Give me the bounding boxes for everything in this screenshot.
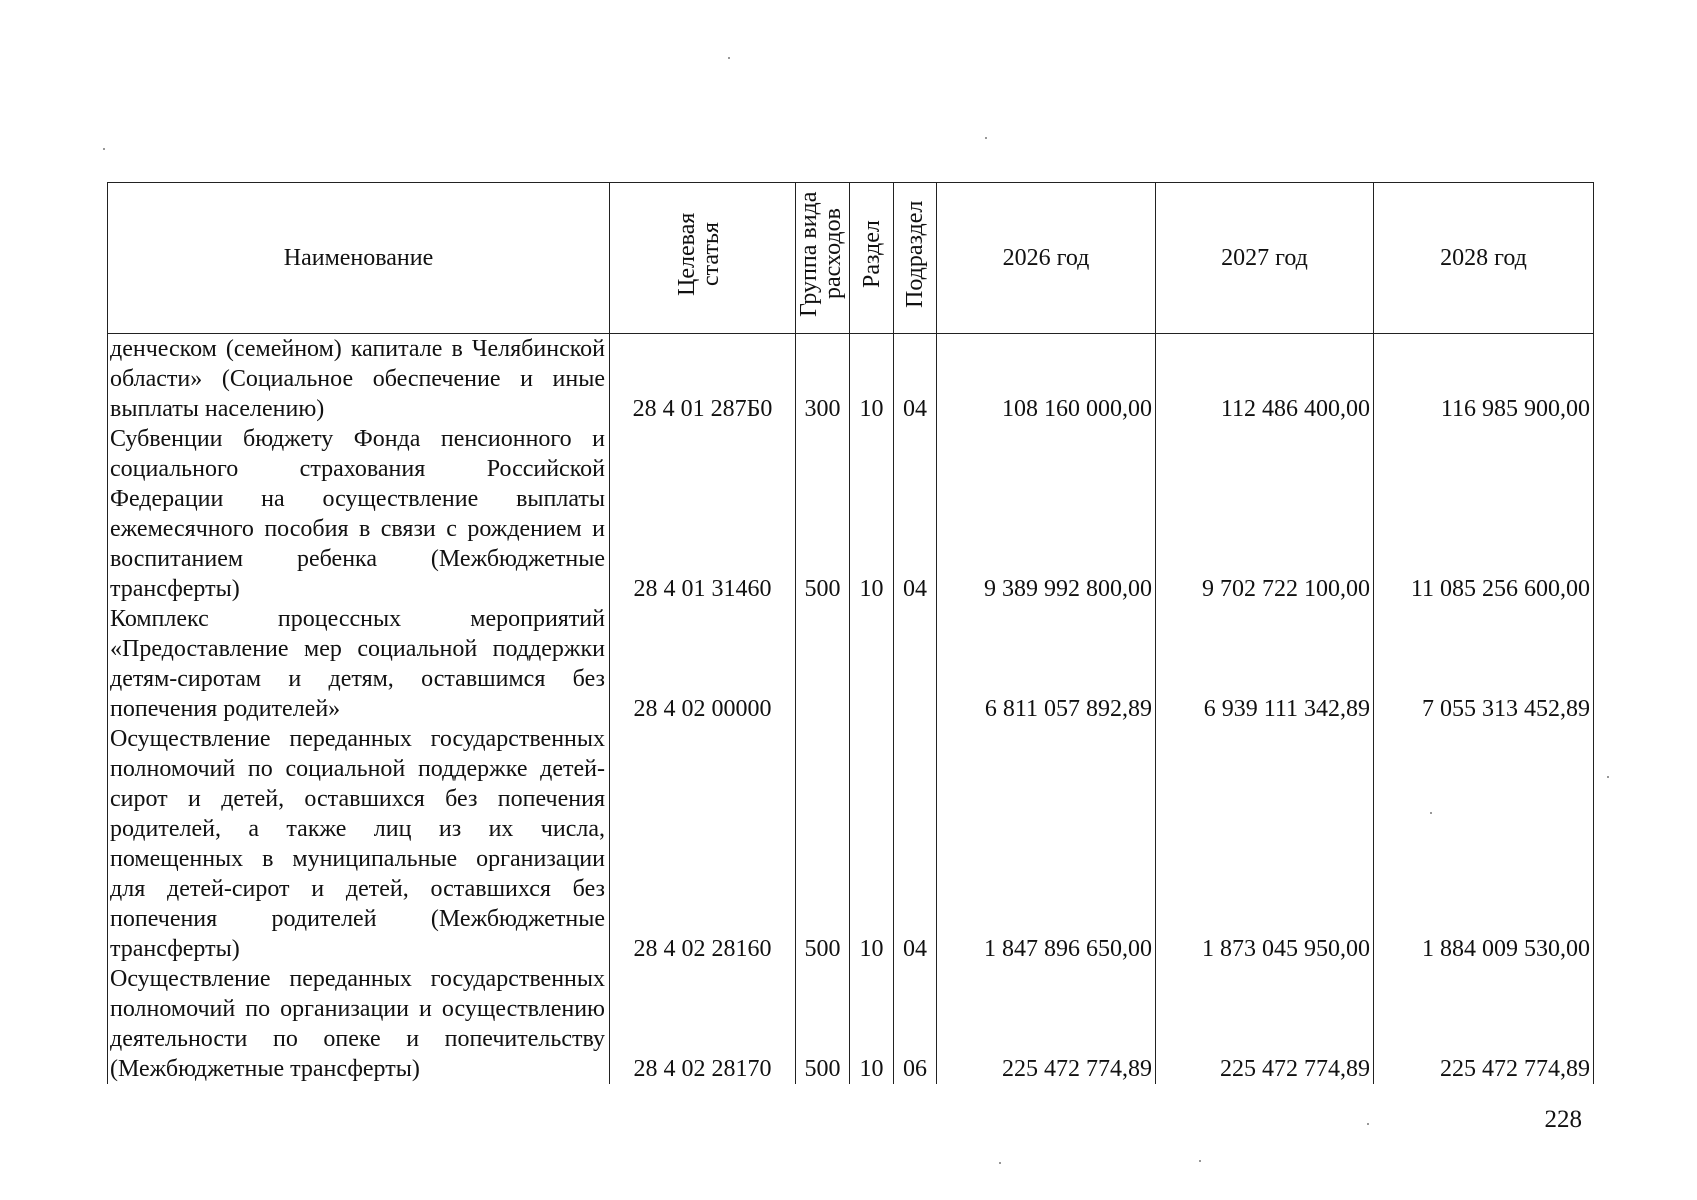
row-subsection: 04 xyxy=(894,724,937,964)
scan-speck xyxy=(1199,1160,1201,1162)
row-code: 28 4 02 00000 xyxy=(610,604,796,724)
row-subsection xyxy=(894,604,937,724)
scan-speck xyxy=(999,1162,1001,1164)
header-2026: 2026 год xyxy=(937,183,1156,334)
header-target-article: Целевая статья xyxy=(610,183,796,334)
row-name: денческом (семейном) капитале в Челябинской области» (Социальное обеспечение и иные выплаты населению) xyxy=(108,334,610,425)
row-group xyxy=(796,604,850,724)
row-2028: 1 884 009 530,00 xyxy=(1374,724,1594,964)
table-row xyxy=(108,334,1594,425)
scan-speck xyxy=(1367,1123,1369,1125)
row-group: 300 xyxy=(796,334,850,425)
row-name: Субвенции бюджету Фонда пенсионного и социального страхования Российской Федерации на осуществление выплаты ежемесячного пособия в связи с рождением и воспитанием ребенка (Межбюджетные трансферты) xyxy=(108,424,610,604)
table-row xyxy=(108,424,1594,604)
header-section: Раздел xyxy=(850,183,894,334)
table-row xyxy=(108,724,1594,964)
row-section: 10 xyxy=(850,724,894,964)
header-expense-group: Группа вида расходов xyxy=(796,183,850,334)
row-subsection: 06 xyxy=(894,964,937,1084)
scan-speck xyxy=(728,57,730,59)
row-code: 28 4 02 28170 xyxy=(610,964,796,1084)
row-section: 10 xyxy=(850,424,894,604)
row-2027: 9 702 722 100,00 xyxy=(1156,424,1374,604)
row-2027: 6 939 111 342,89 xyxy=(1156,604,1374,724)
scan-speck xyxy=(1430,812,1432,814)
row-2026: 9 389 992 800,00 xyxy=(937,424,1156,604)
budget-table xyxy=(107,182,1594,1084)
row-2028: 225 472 774,89 xyxy=(1374,964,1594,1084)
table-row xyxy=(108,964,1594,1084)
row-subsection: 04 xyxy=(894,424,937,604)
row-2027: 225 472 774,89 xyxy=(1156,964,1374,1084)
row-2027: 112 486 400,00 xyxy=(1156,334,1374,425)
row-name: Осуществление переданных государственных полномочий по организации и осуществлению деятельности по опеке и попечительству (Межбюджетные трансферты) xyxy=(108,964,610,1084)
row-2028: 11 085 256 600,00 xyxy=(1374,424,1594,604)
row-2028: 7 055 313 452,89 xyxy=(1374,604,1594,724)
row-code: 28 4 01 31460 xyxy=(610,424,796,604)
row-section xyxy=(850,604,894,724)
row-name: Комплекс процессных мероприятий «Предоставление мер социальной поддержки детям-сиротам и детям, оставшимся без попечения родителей» xyxy=(108,604,610,724)
row-code: 28 4 02 28160 xyxy=(610,724,796,964)
header-subsection: Подраздел xyxy=(894,183,937,334)
header-2028: 2028 год xyxy=(1374,183,1594,334)
header-2027: 2027 год xyxy=(1156,183,1374,334)
row-2026: 1 847 896 650,00 xyxy=(937,724,1156,964)
row-section: 10 xyxy=(850,964,894,1084)
page-number: 228 xyxy=(1544,1106,1582,1133)
table-header xyxy=(108,183,1594,334)
row-group: 500 xyxy=(796,424,850,604)
scan-speck xyxy=(103,148,105,150)
header-name: Наименование xyxy=(108,183,610,334)
row-2026: 6 811 057 892,89 xyxy=(937,604,1156,724)
row-2026: 108 160 000,00 xyxy=(937,334,1156,425)
row-group: 500 xyxy=(796,724,850,964)
row-subsection: 04 xyxy=(894,334,937,425)
row-code: 28 4 01 287Б0 xyxy=(610,334,796,425)
row-group: 500 xyxy=(796,964,850,1084)
scan-speck xyxy=(985,137,987,139)
row-2028: 116 985 900,00 xyxy=(1374,334,1594,425)
row-name: Осуществление переданных государственных полномочий по социальной поддержке детей-сирот и детей, оставшихся без попечения родителей, а также лиц из их числа, помещенных в муниципальные организации для детей-сирот и детей, оставшихся без попечения родителей (Межбюджетные трансферты) xyxy=(108,724,610,964)
scan-speck xyxy=(1607,776,1609,778)
table-body xyxy=(108,334,1594,1085)
row-2026: 225 472 774,89 xyxy=(937,964,1156,1084)
row-2027: 1 873 045 950,00 xyxy=(1156,724,1374,964)
table-row xyxy=(108,604,1594,724)
row-section: 10 xyxy=(850,334,894,425)
